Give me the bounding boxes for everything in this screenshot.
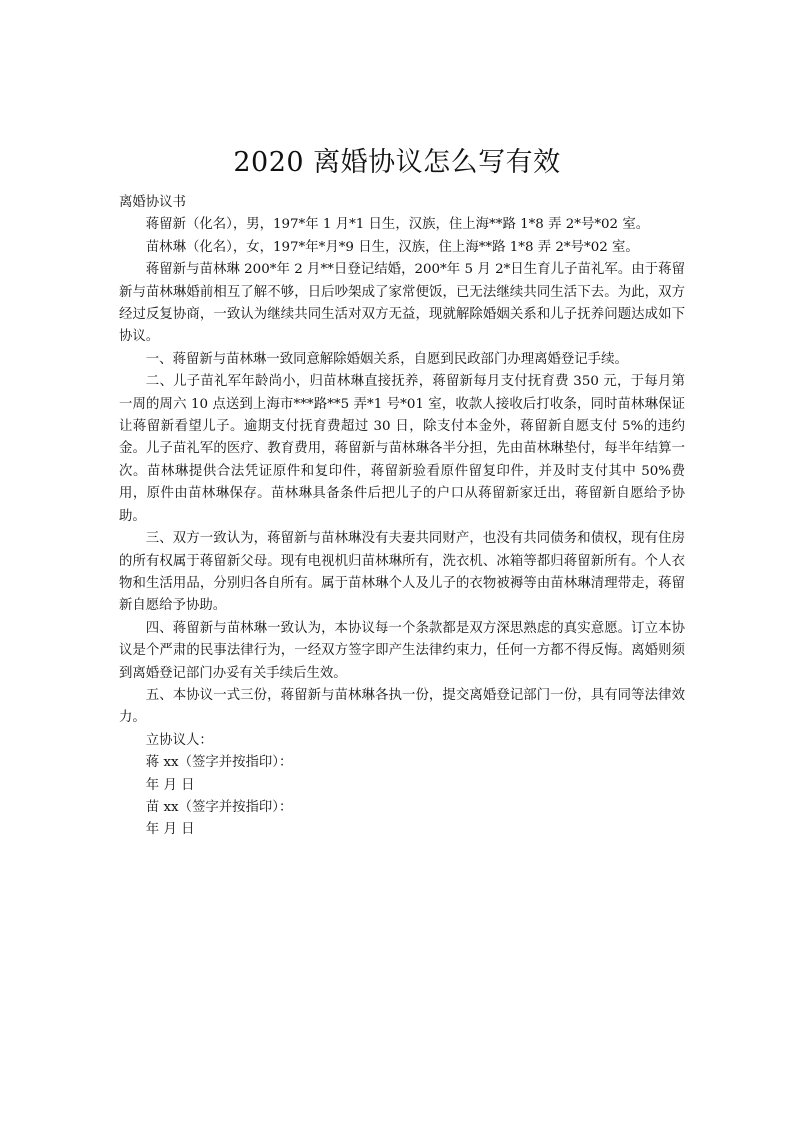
date-line-man: 年 月 日 <box>145 777 195 793</box>
party-man-info: 蒋留新（化名），男，197*年 1 月*1 日生，汉族，住上海**路 1*8 弄 2*号*02 室。 <box>145 217 650 233</box>
clause-1-paragraph: 一、蒋留新与苗林琳一致同意解除婚姻关系，自愿到民政部门办理离婚登记手续。 <box>145 351 628 367</box>
signatories-label: 立协议人： <box>145 732 213 748</box>
agreement-heading: 离婚协议书 <box>119 195 186 210</box>
document-title: 2020 离婚协议怎么写有效 <box>233 147 561 179</box>
clause-2-paragraph: 二、儿子苗礼军年龄尚小，归苗林琳直接抚养，蒋留新每月支付抚育费 350 元，于每月第一周的周六 10 点送到上海市***路**5 弄*1 号*01 室，收款人接收后打收条，同时苗林琳保证让蒋留新看望儿子。逾期支付抚育费超过 30 日，除支付本金外，蒋留新自愿支付 5%的违约金。儿子苗礼军的医疗、教育费用，蒋留新与苗林琳各半分担，先由苗林琳垫付，每半年结算一次。苗林琳提供合法凭证原件和复印件，蒋留新验看原件留复印件，并及时支付其中 50%费用，原件由苗林琳保存。苗林琳具备条件后把儿子的户口从蒋留新家迁出，蒋留新自愿给予协助。 <box>119 374 685 524</box>
signature-woman-line: 苗 xx（签字并按指印）： <box>145 799 293 815</box>
document-body <box>119 192 685 842</box>
marriage-background-paragraph: 蒋留新与苗林琳 200*年 2 月**日登记结婚，200*年 5 月 2*日生育儿子苗礼军。由于蒋留新与苗林琳婚前相互了解不够，日后吵架成了家常便饭，已无法继续共同生活下去。为此，双方经过反复协商，一致认为继续共同生活对双方无益，现就解除婚姻关系和儿子抚养问题达成如下协议。 <box>119 262 685 345</box>
date-line-woman: 年 月 日 <box>145 822 195 838</box>
clause-3-paragraph: 三、双方一致认为，蒋留新与苗林琳没有夫妻共同财产，也没有共同债务和债权，现有住房的所有权属于蒋留新父母。现有电视机归苗林琳所有，洗衣机、冰箱等都归蒋留新所有。个人衣物和生活用品，分别归各自所有。属于苗林琳个人及儿子的衣物被褥等由苗林琳清理带走，蒋留新自愿给予协助。 <box>119 531 685 614</box>
clause-4-paragraph: 四、蒋留新与苗林琳一致认为，本协议每一个条款都是双方深思熟虑的真实意愿。订立本协议是个严肃的民事法律行为，一经双方签字即产生法律约束力，任何一方都不得反悔。离婚则须到离婚登记部门办妥有关手续后生效。 <box>119 620 685 681</box>
clause-5-paragraph: 五、本协议一式三份，蒋留新与苗林琳各执一份，提交离婚登记部门一份，具有同等法律效力。 <box>119 687 685 726</box>
signature-man-line: 蒋 xx（签字并按指印）： <box>145 755 293 771</box>
party-woman-info: 苗林琳（化名），女，197*年*月*9 日生，汉族，住上海**路 1*8 弄 2*号*02 室。 <box>145 239 639 255</box>
